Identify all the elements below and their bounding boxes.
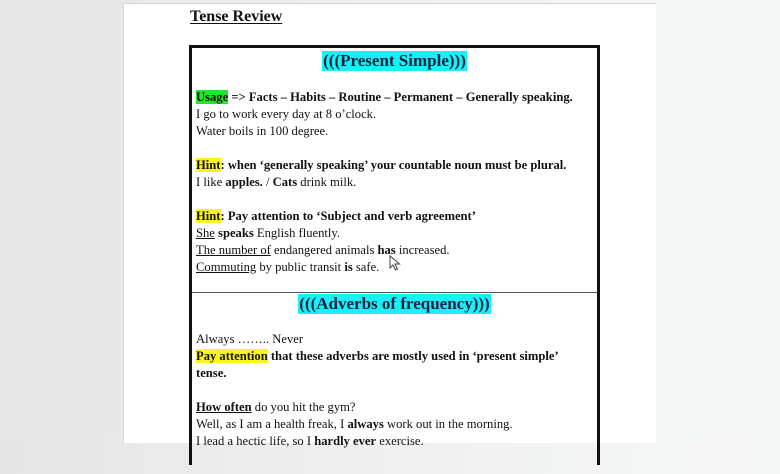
text-fragment: endangered animals [270, 243, 378, 257]
text-fragment: Well, as I am a health freak, I [196, 417, 348, 431]
pay-attention-line-2: tense. [196, 366, 227, 380]
hint-text: : when ‘generally speaking’ your countable noun must be plural. [220, 158, 567, 172]
adverb: hardly ever [314, 434, 377, 448]
background-right [656, 0, 780, 439]
text-fragment: / [262, 175, 273, 189]
usage-text: => Facts – Habits – Routine – Permanent – Generally speaking. [228, 90, 573, 104]
text-fragment: increased. [395, 243, 450, 257]
hint-line [196, 157, 566, 173]
subject: The number of [196, 243, 271, 257]
question-line [196, 399, 356, 415]
hint-example-line [196, 174, 356, 190]
pay-attention-label: Pay attention [196, 349, 268, 363]
text-fragment: I like [196, 175, 226, 189]
agreement-example-line [196, 259, 379, 275]
verb: speaks [214, 226, 254, 240]
document-title: Tense Review [190, 8, 283, 25]
adverb: always [347, 417, 384, 431]
bold-word: Cats [272, 175, 298, 189]
subject: She [196, 226, 215, 240]
background-left [0, 0, 123, 439]
text-fragment: I lead a hectic life, so I [196, 434, 315, 448]
present-simple-heading-wrap [192, 51, 597, 71]
bold-word: apples. [225, 175, 263, 189]
question-text: do you hit the gym? [251, 400, 356, 414]
adverbs-heading: (((Adverbs of frequency))) [299, 294, 490, 313]
text-fragment: by public transit [256, 260, 345, 274]
adverb-range-line: Always …….. Never [196, 332, 304, 346]
text-fragment: safe. [352, 260, 380, 274]
pay-attention-line [196, 348, 559, 364]
question-label: How often [196, 400, 252, 414]
pay-attention-text: that these adverbs are mostly used in ‘present simple’ [267, 349, 559, 363]
section-divider [192, 292, 597, 293]
hint-line [196, 208, 476, 224]
adverbs-heading-wrap [192, 294, 597, 314]
example-line: I go to work every day at 8 o’clock. [196, 107, 377, 121]
usage-label: Usage [196, 90, 229, 104]
text-fragment: exercise. [376, 434, 424, 448]
present-simple-heading: (((Present Simple))) [323, 51, 466, 70]
document-page [123, 3, 656, 448]
hint-label: Hint [196, 158, 221, 172]
answer-line [196, 416, 513, 432]
verb: has [377, 243, 396, 257]
agreement-example-line [196, 225, 340, 241]
text-fragment: drink milk. [297, 175, 357, 189]
text-fragment: English fluently. [253, 226, 341, 240]
hint-label: Hint [196, 209, 221, 223]
answer-line [196, 433, 424, 449]
verb: is [344, 260, 353, 274]
text-fragment: work out in the morning. [383, 417, 513, 431]
mouse-cursor-icon [389, 255, 401, 271]
example-line: Water boils in 100 degree. [196, 124, 329, 138]
subject: Commuting [196, 260, 257, 274]
hint-text: : Pay attention to ‘Subject and verb agreement’ [220, 209, 476, 223]
usage-line [196, 89, 573, 105]
adverbs-section [192, 294, 597, 474]
agreement-example-line [196, 242, 450, 258]
